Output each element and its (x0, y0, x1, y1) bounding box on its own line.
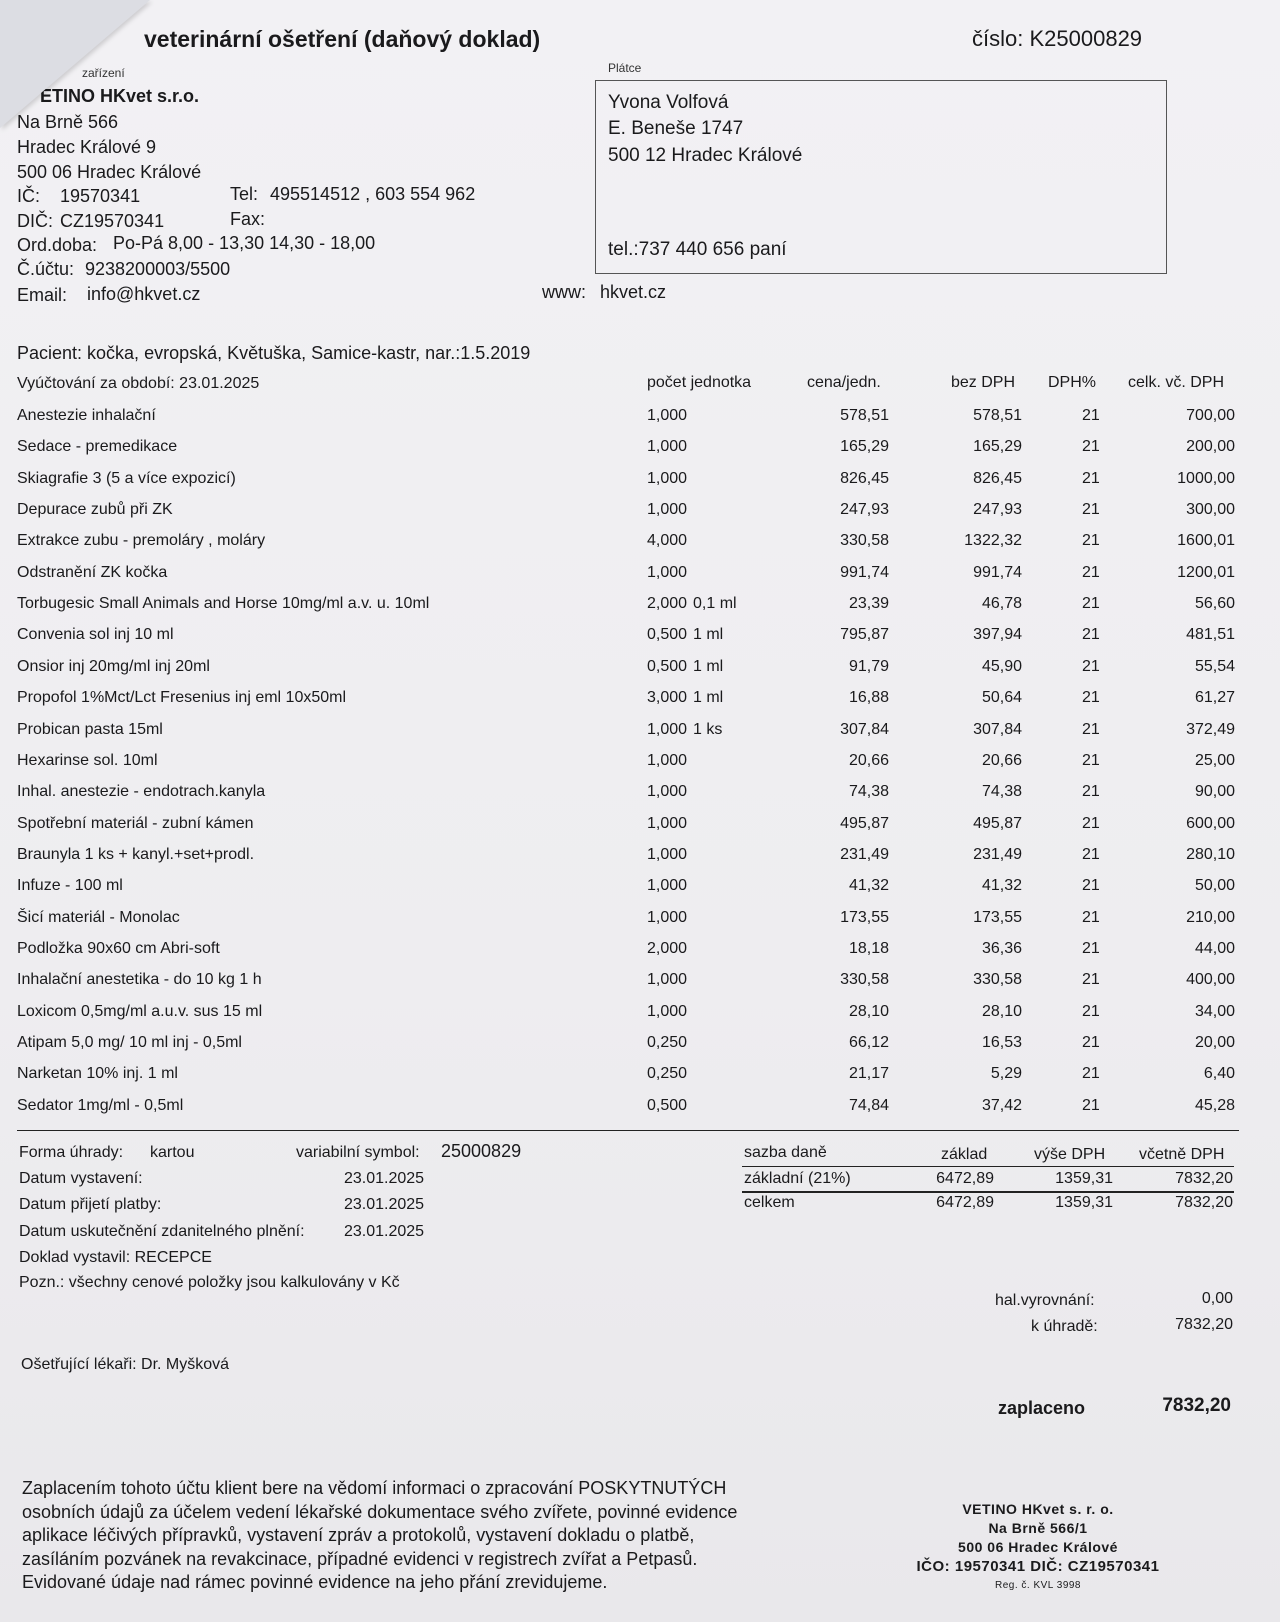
table-row (0, 626, 1280, 656)
taxable-date-label: Datum uskutečnění zdanitelného plnění: (19, 1223, 305, 1240)
qty-cell: 1,000 (647, 815, 688, 832)
header-vat-pct: DPH% (1048, 374, 1097, 391)
disclaimer-line: osobních údajů za účelem vedení lékařské dokumentace svého zvířete, povinné evidence (22, 1501, 738, 1522)
patient-info: Pacient: kočka, evropská, Květuška, Samice-kastr, nar.:1.5.2019 (17, 343, 531, 363)
total-cell: 90,00 (1194, 783, 1235, 800)
clinic-ic-value: 19570341 (60, 186, 141, 206)
vat-pct-cell: 21 (1082, 877, 1100, 894)
unit-price-cell: 330,58 (840, 532, 889, 549)
table-row (0, 1065, 1280, 1095)
net-cell: 330,58 (973, 971, 1022, 988)
total-cell: 1000,00 (1177, 470, 1235, 487)
net-cell: 495,87 (973, 815, 1022, 832)
stamp-line: VETINO HKvet s. r. o. (962, 1501, 1114, 1517)
vat-pct-cell: 21 (1082, 1065, 1100, 1082)
header-total: celk. vč. DPH (1128, 374, 1225, 391)
total-cell: 6,40 (1203, 1065, 1235, 1082)
vat-pct-cell: 21 (1082, 658, 1100, 675)
qty-cell: 1,000 (647, 564, 688, 581)
invoice-number-label: číslo: (972, 26, 1024, 51)
tax-row-basic-total: 7832,20 (1175, 1170, 1233, 1187)
qty-cell: 1,000 (647, 438, 688, 455)
unit-price-cell: 91,79 (848, 658, 889, 675)
payer-name: Yvona Volfová (608, 92, 729, 113)
tax-header-vat: výše DPH (1034, 1146, 1106, 1163)
unit-cell: 1 ml (693, 626, 724, 643)
tax-row-total-rate: celkem (744, 1194, 795, 1211)
item-cell: Loxicom 0,5mg/ml a.u.v. sus 15 ml (17, 1003, 263, 1020)
net-cell: 397,94 (973, 626, 1022, 643)
item-cell: Atipam 5,0 mg/ 10 ml inj - 0,5ml (17, 1034, 242, 1051)
qty-cell: 0,250 (647, 1065, 688, 1082)
variable-symbol-label: variabilní symbol: (296, 1144, 420, 1161)
qty-cell: 0,500 (647, 658, 688, 675)
table-row (0, 407, 1280, 437)
payment-received-label: Datum přijetí platby: (19, 1196, 162, 1213)
net-cell: 20,66 (981, 752, 1022, 769)
unit-price-cell: 826,45 (840, 470, 889, 487)
rounding-label: hal.vyrovnání: (995, 1292, 1095, 1309)
table-row (0, 971, 1280, 1001)
qty-cell: 4,000 (647, 532, 688, 549)
vat-pct-cell: 21 (1082, 783, 1100, 800)
item-cell: Convenia sol inj 10 ml (17, 626, 174, 643)
net-cell: 826,45 (973, 470, 1022, 487)
unit-price-cell: 74,38 (848, 783, 889, 800)
invoice-number (972, 26, 1142, 52)
table-row (0, 689, 1280, 719)
total-cell: 280,10 (1186, 846, 1235, 863)
price-note: Pozn.: všechny cenové položky jsou kalkulovány v Kč (19, 1274, 400, 1291)
qty-cell: 2,000 (647, 940, 688, 957)
qty-cell: 1,000 (647, 721, 688, 738)
paid-label: zaplaceno (998, 1398, 1086, 1418)
table-row (0, 909, 1280, 939)
vat-pct-cell: 21 (1082, 940, 1100, 957)
tax-row-total-base: 6472,89 (936, 1194, 994, 1211)
total-cell: 34,00 (1194, 1003, 1235, 1020)
invoice-number-value: K25000829 (1029, 26, 1143, 51)
total-cell: 600,00 (1186, 815, 1235, 832)
item-cell: Skiagrafie 3 (5 a více expozicí) (17, 470, 236, 487)
variable-symbol-value: 25000829 (441, 1141, 522, 1161)
tax-total-rule (742, 1191, 1234, 1193)
item-cell: Inhal. anestezie - endotrach.kanyla (17, 783, 266, 800)
unit-price-cell: 28,10 (848, 1003, 889, 1020)
total-cell: 45,28 (1194, 1097, 1235, 1114)
clinic-stamp (878, 1500, 1198, 1595)
item-cell: Inhalační anestetika - do 10 kg 1 h (17, 971, 262, 988)
unit-price-cell: 16,88 (848, 689, 889, 706)
net-cell: 46,78 (981, 595, 1022, 612)
stamp-line: Na Brně 566/1 (988, 1520, 1088, 1536)
document-title: veterinární ošetření (daňový doklad) (144, 26, 541, 52)
qty-cell: 0,500 (647, 626, 688, 643)
header-qty: počet jednotka (647, 374, 752, 391)
item-cell: Sedace - premedikace (17, 438, 178, 455)
table-row (0, 470, 1280, 500)
total-cell: 55,54 (1194, 658, 1235, 675)
net-cell: 231,49 (973, 846, 1022, 863)
payer-tel: tel.:737 440 656 paní (608, 239, 787, 260)
unit-price-cell: 330,58 (840, 971, 889, 988)
qty-cell: 1,000 (647, 877, 688, 894)
disclaimer-line: zasíláním pozvánek na revakcinace, případné evidenci v registrech zvířat a Petpasů. (22, 1548, 698, 1569)
clinic-street: Na Brně 566 (17, 112, 119, 132)
clinic-account-value: 9238200003/5500 (85, 259, 231, 279)
clinic-city: Hradec Králové 9 (17, 137, 157, 157)
unit-price-cell: 173,55 (840, 909, 889, 926)
total-cell: 400,00 (1186, 971, 1235, 988)
item-cell: Spotřební materiál - zubní kámen (17, 815, 254, 832)
folded-corner (0, 0, 150, 128)
disclaimer-line: Zaplacením tohoto účtu klient bere na vědomí informaci o zpracování POSKYTNUTÝCH (22, 1478, 727, 1498)
net-cell: 45,90 (981, 658, 1022, 675)
item-cell: Extrakce zubu - premoláry , moláry (17, 532, 266, 549)
unit-price-cell: 74,84 (848, 1097, 889, 1114)
total-cell: 25,00 (1194, 752, 1235, 769)
item-cell: Onsior inj 20mg/ml inj 20ml (17, 658, 210, 675)
unit-price-cell: 23,39 (848, 595, 889, 612)
clinic-tel-value: 495514512 , 603 554 962 (270, 184, 476, 204)
item-cell: Hexarinse sol. 10ml (17, 752, 158, 769)
net-cell: 16,53 (981, 1034, 1022, 1051)
tax-header-total: včetně DPH (1139, 1146, 1225, 1163)
qty-cell: 1,000 (647, 783, 688, 800)
table-row (0, 658, 1280, 688)
item-cell: Probican pasta 15ml (17, 721, 163, 738)
item-cell: Infuze - 100 ml (17, 877, 123, 894)
total-cell: 50,00 (1194, 877, 1235, 894)
tax-row-total-total: 7832,20 (1175, 1194, 1233, 1211)
payer-street: E. Beneše 1747 (608, 118, 744, 139)
clinic-www-label: www: (542, 282, 586, 302)
qty-cell: 1,000 (647, 752, 688, 769)
clinic-email-value: info@hkvet.cz (87, 284, 201, 304)
unit-price-cell: 41,32 (848, 877, 889, 894)
table-row (0, 940, 1280, 970)
total-cell: 372,49 (1186, 721, 1235, 738)
issued-by: Doklad vystavil: RECEPCE (19, 1249, 212, 1266)
tax-header-base: základ (941, 1146, 988, 1163)
vat-pct-cell: 21 (1082, 470, 1100, 487)
net-cell: 578,51 (973, 407, 1022, 424)
net-cell: 74,38 (981, 783, 1022, 800)
qty-cell: 1,000 (647, 501, 688, 518)
payment-method-value: kartou (150, 1144, 195, 1161)
unit-cell: 1 ml (693, 658, 724, 675)
vat-pct-cell: 21 (1082, 1003, 1100, 1020)
unit-price-cell: 21,17 (848, 1065, 889, 1082)
qty-cell: 0,250 (647, 1034, 688, 1051)
net-cell: 5,29 (990, 1065, 1022, 1082)
payment-received-value: 23.01.2025 (344, 1196, 425, 1213)
taxable-date-value: 23.01.2025 (344, 1223, 425, 1240)
total-cell: 210,00 (1186, 909, 1235, 926)
vat-pct-cell: 21 (1082, 438, 1100, 455)
gdpr-disclaimer (22, 1477, 737, 1595)
unit-price-cell: 18,18 (848, 940, 889, 957)
amount-due-value: 7832,20 (1175, 1316, 1233, 1333)
item-cell: Sedator 1mg/ml - 0,5ml (17, 1097, 184, 1114)
clinic-fax-label: Fax: (230, 209, 266, 229)
rounding-value: 0,00 (1201, 1290, 1233, 1307)
net-cell: 28,10 (981, 1003, 1022, 1020)
clinic-www-value: hkvet.cz (600, 282, 667, 302)
item-cell: Propofol 1%Mct/Lct Fresenius inj eml 10x50ml (17, 689, 347, 706)
vat-pct-cell: 21 (1082, 909, 1100, 926)
clinic-dic-label: DIČ: (17, 211, 53, 231)
qty-cell: 1,000 (647, 1003, 688, 1020)
vat-pct-cell: 21 (1082, 721, 1100, 738)
clinic-account-label: Č.účtu: (17, 259, 75, 279)
disclaimer-line: Evidované údaje nad rámec povinné evidence na jeho přání zrevidujeme. (22, 1572, 608, 1592)
net-cell: 173,55 (973, 909, 1022, 926)
payer-zip-city: 500 12 Hradec Králové (608, 145, 803, 166)
vat-pct-cell: 21 (1082, 532, 1100, 549)
clinic-zip-city: 500 06 Hradec Králové (17, 162, 202, 182)
table-row (0, 1034, 1280, 1064)
table-row (0, 1003, 1280, 1033)
vat-pct-cell: 21 (1082, 1034, 1100, 1051)
net-cell: 37,42 (981, 1097, 1022, 1114)
table-row (0, 815, 1280, 845)
amount-due-label: k úhradě: (1031, 1318, 1098, 1335)
qty-cell: 2,000 (647, 595, 688, 612)
header-unit-price: cena/jedn. (807, 374, 881, 391)
vat-pct-cell: 21 (1082, 1097, 1100, 1114)
table-row (0, 783, 1280, 813)
clinic-hours-value: Po-Pá 8,00 - 13,30 14,30 - 18,00 (113, 233, 376, 253)
unit-price-cell: 495,87 (840, 815, 889, 832)
payer-section-label: Plátce (608, 61, 642, 75)
net-cell: 50,64 (981, 689, 1022, 706)
table-row (0, 877, 1280, 907)
qty-cell: 1,000 (647, 846, 688, 863)
table-row (0, 846, 1280, 876)
unit-price-cell: 66,12 (848, 1034, 889, 1051)
qty-cell: 1,000 (647, 407, 688, 424)
qty-cell: 1,000 (647, 909, 688, 926)
stamp-line: 500 06 Hradec Králové (958, 1539, 1118, 1555)
table-bottom-rule (17, 1130, 1239, 1131)
item-cell: Šicí materiál - Monolac (17, 909, 180, 926)
item-cell: Braunyla 1 ks + kanyl.+set+prodl. (17, 846, 255, 863)
vat-pct-cell: 21 (1082, 971, 1100, 988)
vat-pct-cell: 21 (1082, 752, 1100, 769)
issue-date-label: Datum vystavení: (19, 1170, 143, 1187)
payment-method-label: Forma úhrady: (19, 1144, 124, 1161)
vat-pct-cell: 21 (1082, 501, 1100, 518)
stamp-line: IČO: 19570341 DIČ: CZ19570341 (916, 1558, 1160, 1575)
clinic-dic-value: CZ19570341 (60, 211, 165, 231)
total-cell: 300,00 (1186, 501, 1235, 518)
qty-cell: 1,000 (647, 971, 688, 988)
unit-cell: 1 ks (693, 721, 723, 738)
tax-row-basic-rate: základní (21%) (744, 1170, 851, 1187)
table-row (0, 752, 1280, 782)
qty-cell: 1,000 (647, 470, 688, 487)
clinic-name: ETINO HKvet s.r.o. (40, 86, 200, 106)
unit-price-cell: 578,51 (840, 407, 889, 424)
unit-cell: 1 ml (693, 689, 724, 706)
table-row (0, 1097, 1280, 1127)
stamp-line: Reg. č. KVL 3998 (994, 1580, 1081, 1591)
clinic-ic-label: IČ: (17, 186, 41, 206)
total-cell: 1600,01 (1177, 532, 1235, 549)
vat-pct-cell: 21 (1082, 689, 1100, 706)
vat-pct-cell: 21 (1082, 846, 1100, 863)
tax-row-basic-vat: 1359,31 (1055, 1170, 1113, 1187)
table-row (0, 438, 1280, 468)
tax-row-basic-base: 6472,89 (936, 1170, 994, 1187)
unit-price-cell: 247,93 (840, 501, 889, 518)
unit-price-cell: 795,87 (840, 626, 889, 643)
header-billing-period: Vyúčtování za období: 23.01.2025 (17, 375, 260, 392)
total-cell: 61,27 (1194, 689, 1235, 706)
issue-date-value: 23.01.2025 (344, 1170, 425, 1187)
treating-doctor: Ošetřující lékaři: Dr. Myšková (21, 1356, 230, 1373)
tax-header-rule (742, 1166, 1234, 1167)
item-cell: Depurace zubů při ZK (17, 501, 173, 518)
item-cell: Narketan 10% inj. 1 ml (17, 1065, 178, 1082)
tax-row-total-vat: 1359,31 (1055, 1194, 1113, 1211)
total-cell: 1200,01 (1177, 564, 1235, 581)
net-cell: 307,84 (973, 721, 1022, 738)
item-cell: Podložka 90x60 cm Abri-soft (17, 940, 220, 957)
clinic-tel-label: Tel: (230, 184, 259, 204)
vat-pct-cell: 21 (1082, 564, 1100, 581)
net-cell: 1322,32 (964, 532, 1022, 549)
unit-price-cell: 231,49 (840, 846, 889, 863)
total-cell: 481,51 (1186, 626, 1235, 643)
total-cell: 44,00 (1194, 940, 1235, 957)
item-cell: Odstranění ZK kočka (17, 564, 168, 581)
vat-pct-cell: 21 (1082, 407, 1100, 424)
header-net: bez DPH (951, 374, 1016, 391)
unit-cell: 0,1 ml (693, 595, 737, 612)
total-cell: 200,00 (1186, 438, 1235, 455)
net-cell: 247,93 (973, 501, 1022, 518)
total-cell: 56,60 (1194, 595, 1235, 612)
disclaimer-line: aplikace léčivých přípravků, vystavení zpráv a protokolů, vystavení dokladu o platbě, (22, 1525, 695, 1545)
table-row (0, 721, 1280, 751)
net-cell: 991,74 (973, 564, 1022, 581)
unit-price-cell: 991,74 (840, 564, 889, 581)
vat-pct-cell: 21 (1082, 626, 1100, 643)
item-cell: Anestezie inhalační (17, 407, 156, 424)
total-cell: 700,00 (1186, 407, 1235, 424)
tax-header-rate: sazba daně (744, 1144, 827, 1161)
unit-price-cell: 165,29 (840, 438, 889, 455)
table-row (0, 501, 1280, 531)
qty-cell: 3,000 (647, 689, 688, 706)
net-cell: 165,29 (973, 438, 1022, 455)
item-cell: Torbugesic Small Animals and Horse 10mg/ml a.v. u. 10ml (17, 595, 430, 612)
total-cell: 20,00 (1194, 1034, 1235, 1051)
clinic-hours-label: Ord.doba: (17, 235, 98, 255)
net-cell: 41,32 (981, 877, 1022, 894)
table-row (0, 564, 1280, 594)
qty-cell: 0,500 (647, 1097, 688, 1114)
unit-price-cell: 20,66 (848, 752, 889, 769)
paid-value: 7832,20 (1162, 1395, 1231, 1416)
clinic-email-label: Email: (17, 285, 68, 305)
vat-pct-cell: 21 (1082, 815, 1100, 832)
net-cell: 36,36 (981, 940, 1022, 957)
unit-price-cell: 307,84 (840, 721, 889, 738)
clinic-section-label: zařízení (82, 66, 125, 80)
table-row (0, 532, 1280, 562)
table-row (0, 595, 1280, 625)
vat-pct-cell: 21 (1082, 595, 1100, 612)
